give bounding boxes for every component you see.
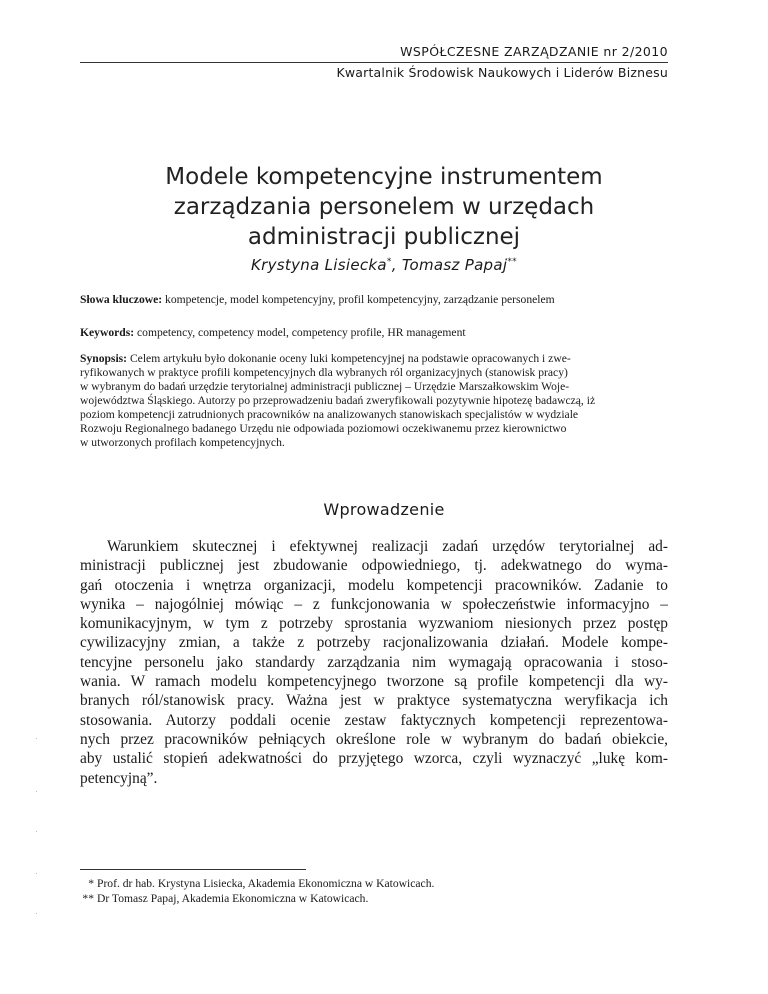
paragraph-line: aby ustalić stopień adekwatności do przyjętego wzorca, czyli wyznaczyć „lukę kom- — [80, 750, 668, 768]
author-footnote-mark: * — [386, 257, 392, 267]
paragraph-line: wania. W ramach modelu kompetencyjnego tworzone są profile kompetencji dla wy- — [80, 673, 668, 691]
margin-mark — [36, 831, 37, 832]
synopsis-line: w wybranym do badań urzędzie terytorialnej administracji publicznej – Urzędzie Marszałkowskim Woje- — [80, 380, 570, 393]
author-name: Krystyna Lisiecka — [251, 256, 387, 274]
title-line: administracji publicznej — [247, 224, 521, 250]
keywords-text: kompetencje, model kompetencyjny, profil kompetencyjny, zarządzanie personelem — [162, 293, 555, 306]
paragraph-line: petencyjną”. — [80, 769, 158, 787]
footnote-text: Dr Tomasz Papaj, Akademia Ekonomiczna w Katowicach. — [97, 891, 369, 905]
paragraph-line: Warunkiem skutecznej i efektywnej realizacji zadań urzędów terytorialnej ad- — [107, 538, 668, 555]
paragraph-line: cywilizacyjny zmian, a także z potrzeby racjonalizowania działań. Modele kompe- — [80, 634, 668, 652]
margin-mark — [36, 873, 37, 874]
margin-mark — [36, 913, 37, 914]
paragraph-line: komunikacyjnym, w tym z potrzeby sprostania wyzwaniom niesionych przez postęp — [80, 615, 668, 633]
paragraph-line: tencyjne personelu jako standardy zarządzania nim wymagają opracowania i stoso- — [80, 653, 668, 671]
article-title — [80, 162, 688, 252]
journal-header — [80, 44, 668, 80]
synopsis — [80, 352, 668, 450]
keywords-label: Słowa kluczowe: — [80, 293, 163, 306]
paragraph-line: ministracji publicznej jest zbudowanie odpowiedniego, tj. adekwatnego do wyma- — [80, 557, 668, 575]
footnote — [80, 892, 668, 907]
paragraph-line: gań otoczenia i wnętrza organizacji, modelu kompetencji pracowników. Zadanie to — [80, 576, 668, 594]
author-separator: , — [391, 256, 402, 274]
synopsis-line: ryfikowanych w praktyce profili kompetencyjnych dla wybranych ról organizacyjnych (stanowisk pracy) — [80, 366, 568, 379]
body-paragraph — [80, 537, 668, 788]
footnotes — [80, 877, 668, 906]
paragraph-line: stosowania. Autorzy poddali ocenie zestaw faktycznych kompetencji reprezentowa- — [80, 711, 668, 729]
synopsis-line: województwa Śląskiego. Autorzy po przeprowadzeniu badań zweryfikowali pozytywnie hipotezę badawczą, iż — [80, 394, 596, 407]
title-line: Modele kompetencyjne instrumentem — [165, 164, 603, 190]
keywords-polish — [80, 293, 668, 307]
footnote-mark: * — [88, 877, 94, 890]
title-line: zarządzania personelem w urzędach — [173, 194, 595, 220]
article-authors — [80, 256, 688, 274]
keywords-english — [80, 326, 668, 340]
synopsis-line — [80, 352, 668, 366]
keywords-text: competency, competency model, competency profile, HR management — [134, 326, 466, 339]
paragraph-line: branych ról/stanowisk pracy. Ważna jest w praktyce systematyczna weryfikacja ich — [80, 692, 668, 710]
margin-mark — [36, 791, 37, 792]
margin-mark — [36, 738, 37, 739]
synopsis-line: w utworzonych profilach kompetencyjnych. — [80, 436, 285, 449]
author-footnote-mark: ** — [507, 257, 517, 267]
paragraph-line: nych przez pracowników pełniących określone role w wybranym do badań obiekcie, — [80, 730, 668, 748]
journal-name: WSPÓŁCZESNE ZARZĄDZANIE nr 2/2010 — [400, 44, 668, 59]
footnote-rule — [80, 869, 306, 870]
synopsis-line: Rozwoju Regionalnego badanego Urzędu nie odpowiada poziomowi oczekiwanemu przez kierownictwo — [80, 422, 567, 435]
section-heading: Wprowadzenie — [323, 500, 445, 519]
synopsis-label: Synopsis: — [80, 352, 128, 365]
footnote — [80, 877, 668, 892]
author-name: Tomasz Papaj — [401, 256, 508, 274]
synopsis-line: poziom kompetencji zatrudnionych pracowników na analizowanych stanowiskach specjalistów w wydziale — [80, 408, 579, 421]
journal-subtitle: Kwartalnik Środowisk Naukowych i Liderów Biznesu — [336, 65, 668, 80]
footnote-mark: ** — [82, 891, 94, 905]
footnote-text: Prof. dr hab. Krystyna Lisiecka, Akademia Ekonomiczna w Katowicach. — [97, 877, 435, 890]
paragraph-line: wynika – najogólniej mówiąc – z funkcjonowania w społeczeństwie informacyjno – — [80, 595, 668, 613]
keywords-label: Keywords: — [80, 326, 135, 339]
synopsis-text: Celem artykułu było dokonanie oceny luki kompetencyjnej na podstawie opracowanych i zwe- — [127, 352, 571, 365]
